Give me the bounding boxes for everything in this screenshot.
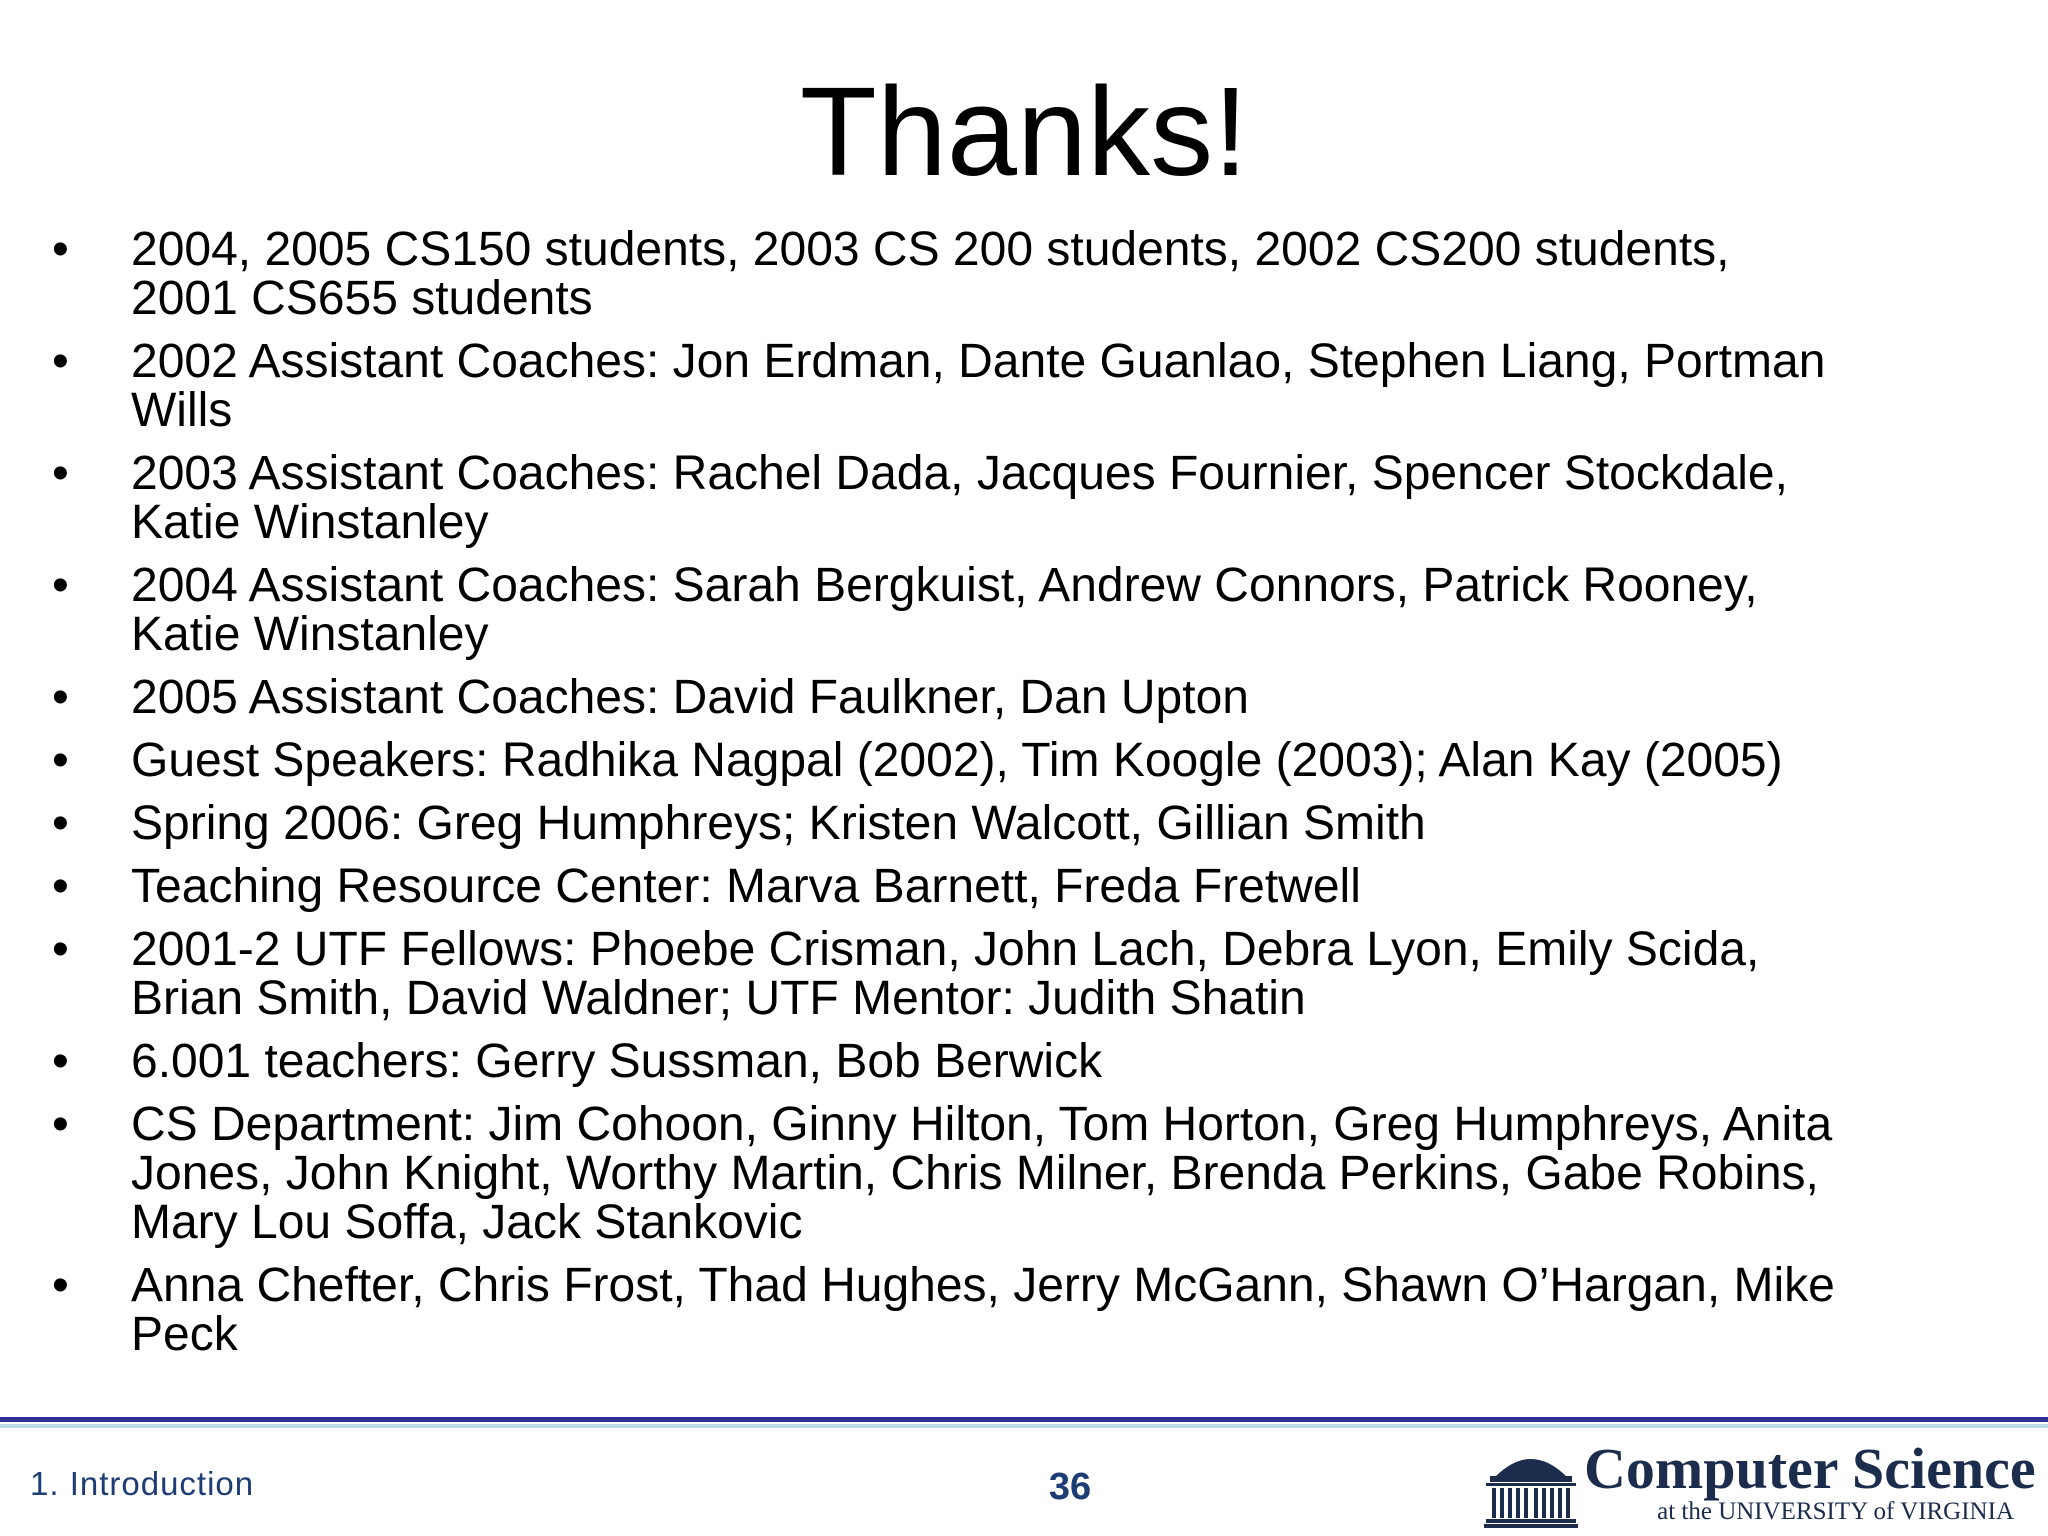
bullet-line: Brian Smith, David Waldner; UTF Mentor: Judith Shatin — [131, 972, 1306, 1025]
bullet-marker: • — [52, 559, 69, 612]
bullet-item — [0, 925, 2048, 1023]
bullet-line: Katie Winstanley — [131, 496, 489, 549]
footer-rule — [0, 1417, 2048, 1422]
bullet-line: Peck — [131, 1308, 238, 1361]
bullet-item — [0, 1261, 2048, 1359]
bullet-line: Spring 2006: Greg Humphreys; Kristen Walcott, Gillian Smith — [131, 797, 1426, 850]
bullet-item — [0, 736, 2048, 785]
bullet-line: Wills — [131, 384, 233, 437]
bullet-line: Katie Winstanley — [131, 608, 489, 661]
bullet-line: 2004, 2005 CS150 students, 2003 CS 200 students, 2002 CS200 students, — [131, 223, 1730, 276]
bullet-line: 2005 Assistant Coaches: David Faulkner, Dan Upton — [131, 671, 1249, 724]
slide-title: Thanks! — [799, 61, 1249, 202]
bullet-item — [0, 1100, 2048, 1247]
bullet-marker: • — [52, 447, 69, 500]
footer-rule-light — [0, 1424, 2048, 1428]
logo-subtitle: at the UNIVERSITY of VIRGINIA — [1657, 1498, 2014, 1525]
bullet-marker: • — [52, 223, 69, 276]
bullet-line: Jones, John Knight, Worthy Martin, Chris Milner, Brenda Perkins, Gabe Robins, — [131, 1147, 1819, 1200]
bullet-line: 6.001 teachers: Gerry Sussman, Bob Berwick — [131, 1035, 1103, 1088]
bullet-item — [0, 449, 2048, 547]
bullet-line: CS Department: Jim Cohoon, Ginny Hilton, Tom Horton, Greg Humphreys, Anita — [131, 1098, 1833, 1151]
bullet-line: 2001-2 UTF Fellows: Phoebe Crisman, John Lach, Debra Lyon, Emily Scida, — [131, 923, 1760, 976]
bullet-line: 2003 Assistant Coaches: Rachel Dada, Jacques Fournier, Spencer Stockdale, — [131, 447, 1788, 500]
footer-section-label: 1. Introduction — [30, 1465, 255, 1502]
bullet-marker: • — [52, 734, 69, 787]
uva-cs-logo — [1484, 1436, 2036, 1528]
bullet-line: Anna Chefter, Chris Frost, Thad Hughes, Jerry McGann, Shawn O’Hargan, Mike — [131, 1259, 1835, 1312]
bullet-marker: • — [52, 923, 69, 976]
bullet-line: Guest Speakers: Radhika Nagpal (2002), Tim Koogle (2003); Alan Kay (2005) — [131, 734, 1783, 787]
bullet-item — [0, 225, 2048, 323]
bullet-line: 2004 Assistant Coaches: Sarah Bergkuist, Andrew Connors, Patrick Rooney, — [131, 559, 1758, 612]
bullet-list — [0, 225, 2048, 1373]
rotunda-icon — [1484, 1442, 1578, 1528]
bullet-marker: • — [52, 1098, 69, 1151]
bullet-item — [0, 673, 2048, 722]
bullet-marker: • — [52, 860, 69, 913]
bullet-item — [0, 561, 2048, 659]
bullet-marker: • — [52, 335, 69, 388]
bullet-line: 2002 Assistant Coaches: Jon Erdman, Dante Guanlao, Stephen Liang, Portman — [131, 335, 1826, 388]
page-number: 36 — [1048, 1466, 1092, 1508]
logo-wordmark: Computer Science — [1584, 1436, 2036, 1501]
bullet-marker: • — [52, 1259, 69, 1312]
bullet-line: 2001 CS655 students — [131, 272, 593, 325]
bullet-item — [0, 799, 2048, 848]
bullet-line: Mary Lou Soffa, Jack Stankovic — [131, 1196, 803, 1249]
bullet-item — [0, 862, 2048, 911]
bullet-line: Teaching Resource Center: Marva Barnett, Freda Fretwell — [131, 860, 1361, 913]
bullet-item — [0, 337, 2048, 435]
bullet-marker: • — [52, 671, 69, 724]
bullet-item — [0, 1037, 2048, 1086]
bullet-marker: • — [52, 1035, 69, 1088]
bullet-marker: • — [52, 797, 69, 850]
